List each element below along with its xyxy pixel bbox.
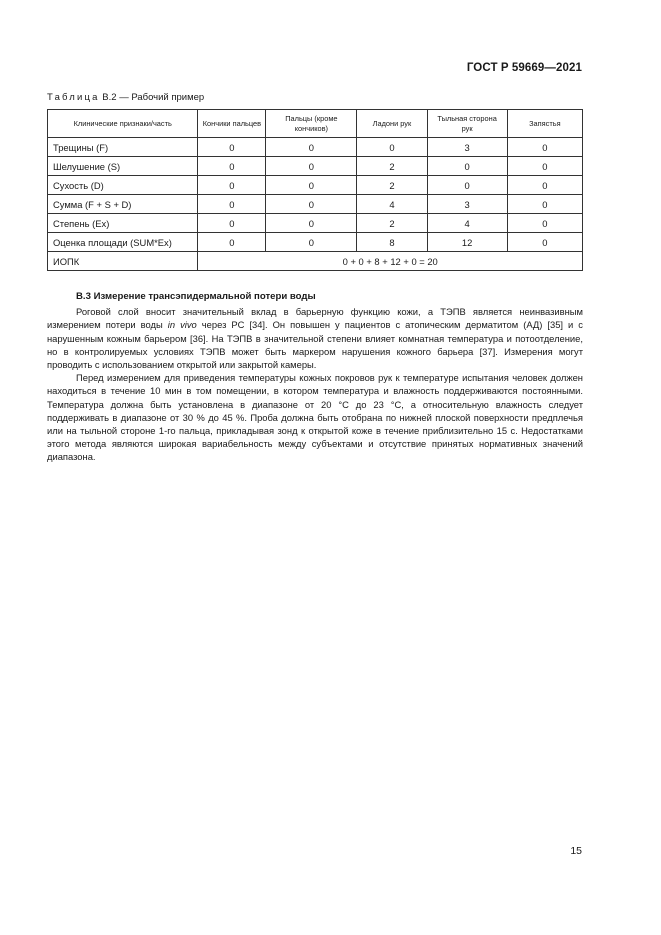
table-cell: 12 (427, 233, 507, 252)
total-row-label: ИОПК (48, 252, 198, 271)
table-cell: 4 (427, 214, 507, 233)
table-cell: 8 (357, 233, 427, 252)
row-label: Трещины (F) (48, 138, 198, 157)
paragraph-1-end: через РС [34]. Он повышен у пациентов с атопическим дерматитом (АД) [35] и с нарушенным кожным барьером [36]. На ТЭПВ в значительной степени влияет комнатная температура и потоотделение, но в контролируемых условиях ТЭПВ может быть маркером нарушения кожного барьера [37]. Измерения могут проводить с использованием открытой или закрытой камеры. (47, 319, 583, 371)
table-cell: 3 (427, 138, 507, 157)
table-row (48, 195, 583, 214)
table-cell: 3 (427, 195, 507, 214)
table-row (48, 138, 583, 157)
table-cell: 0 (507, 157, 582, 176)
table-row (48, 157, 583, 176)
row-label: Сумма (F + S + D) (48, 195, 198, 214)
header-palms: Ладони рук (357, 110, 427, 138)
table-row (48, 176, 583, 195)
table-cell: 0 (266, 138, 357, 157)
header-wrists: Запястья (507, 110, 582, 138)
table-header-row (48, 110, 583, 138)
table-caption-title: В.2 — Рабочий пример (99, 92, 205, 103)
table-cell: 2 (357, 214, 427, 233)
table-cell: 0 (507, 195, 582, 214)
page-number: 15 (570, 845, 582, 857)
row-label: Степень (Ex) (48, 214, 198, 233)
table-cell: 2 (357, 176, 427, 195)
row-label: Сухость (D) (48, 176, 198, 195)
table-cell: 0 (198, 138, 266, 157)
table-cell: 0 (266, 195, 357, 214)
table-cell: 0 (507, 138, 582, 157)
table-cell: 4 (357, 195, 427, 214)
table-cell: 0 (198, 214, 266, 233)
paragraph-1 (47, 305, 583, 371)
document-code: ГОСТ Р 59669—2021 (466, 62, 582, 74)
section-heading: В.3 Измерение трансэпидермальной потери воды (76, 291, 316, 302)
header-clinical-signs: Клинические признаки/часть (48, 110, 198, 138)
table-cell: 0 (427, 176, 507, 195)
section-b3 (47, 290, 583, 464)
header-back-of-hands: Тыльная сторона рук (427, 110, 507, 138)
table-cell: 0 (198, 233, 266, 252)
paragraph-1-italic: in vivo (167, 319, 197, 331)
table-cell: 0 (507, 176, 582, 195)
table-total-row (48, 252, 583, 271)
table-cell: 0 (507, 214, 582, 233)
table-cell: 0 (427, 157, 507, 176)
table-caption (47, 92, 204, 103)
table-caption-label: Таблица (47, 92, 100, 103)
table-cell: 2 (357, 157, 427, 176)
row-label: Шелушение (S) (48, 157, 198, 176)
table-cell: 0 (198, 176, 266, 195)
table-row (48, 214, 583, 233)
table-cell: 0 (266, 157, 357, 176)
table-row (48, 233, 583, 252)
table-cell: 0 (198, 157, 266, 176)
table-cell: 0 (266, 214, 357, 233)
total-row-value: 0 + 0 + 8 + 12 + 0 = 20 (198, 252, 583, 271)
header-fingers: Пальцы (кроме кончиков) (266, 110, 357, 138)
table-cell: 0 (198, 195, 266, 214)
working-example-table (47, 109, 583, 271)
header-fingertips: Кончики пальцев (198, 110, 266, 138)
table-cell: 0 (507, 233, 582, 252)
row-label: Оценка площади (SUM*Ex) (48, 233, 198, 252)
table-cell: 0 (266, 176, 357, 195)
table-cell: 0 (357, 138, 427, 157)
table-cell: 0 (266, 233, 357, 252)
paragraph-2: Перед измерением для приведения температуры кожных покровов рук к температуре испытания человек должен находиться в течение 10 мин в том помещении, в котором температура и влажность поддерживаются постоянными. Температура должна быть установлена в диапазоне от 20 °С до 23 °С, а относительную влажность следует поддерживать в диапазоне от 30 % до 45 %. Проба должна быть отобрана по нижней плоской поверхности предплечья или на тыльной стороне 1-го пальца, прикладывая зонд к открытой коже в течение приблизительно 15 с. Недостатками этого метода являются широкая вариабельность между субъектами и отсутствие принятых нормативных значений диапазона. (47, 372, 583, 463)
paragraph-1-start: Роговой слой вносит значительный вклад в барьерную функцию кожи, а ТЭПВ является неинвазивным измерением потери воды (47, 306, 583, 331)
